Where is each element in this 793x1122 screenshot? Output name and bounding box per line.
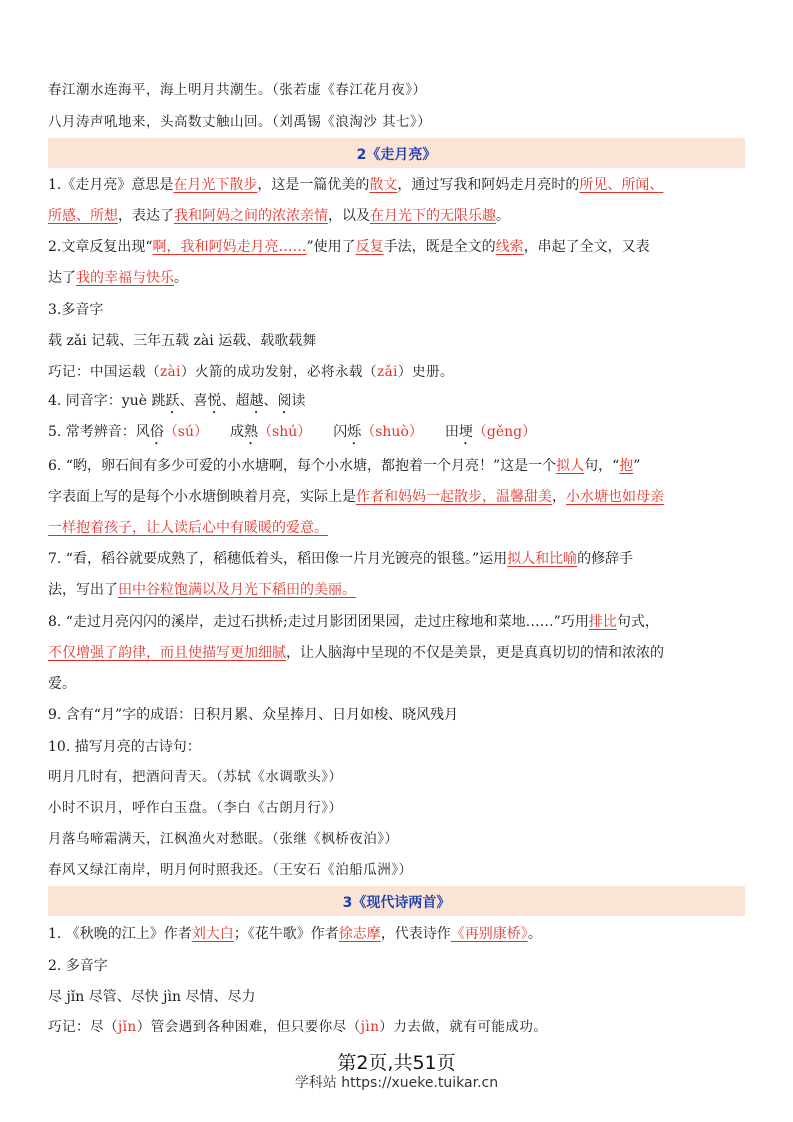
item-4-line: 4. 同音字：yuè 跳跃、喜悦、超越、阅读	[48, 393, 306, 409]
answer-text: 不仅增强了韵律，而且使描写更加细腻	[48, 645, 286, 661]
s3-item-2-line: 尽 jǐn 尽管、尽快 jìn 尽情、尽力	[48, 989, 256, 1005]
answer-text: 拟人和比喻	[507, 551, 578, 567]
poem-line: 八月涛声吼地来，头高数丈触山回。（刘禹锡《浪淘沙 其七》）	[48, 114, 432, 130]
item-10-title: 10. 描写月亮的古诗句：	[48, 739, 201, 755]
item-7-line-2: 法，写出了田中谷粒饱满以及月光下稻田的美丽。	[48, 582, 356, 598]
item-6-line-2: 字表面上写的是每个小水塘倒映着月亮，实际上是作者和妈妈一起散步，温馨甜美，小水塘也如母亲	[48, 489, 664, 505]
answer-text: 散文	[369, 177, 398, 193]
answer-text: 我和阿妈之间的浓浓亲情	[174, 208, 328, 224]
page-number: 第2页,共51页	[337, 1052, 456, 1074]
item-6-line-3	[48, 518, 328, 538]
item-6-line-1: 6. “哟，卵石间有多少可爱的小水塘啊，每个小水塘，都抱着一个月亮！”这是一个拟人句，“抱”	[48, 458, 641, 474]
answer-text: 线索	[495, 239, 524, 255]
s3-item-2-title: 2. 多音字	[48, 958, 108, 974]
answer-text: 反复	[355, 239, 384, 255]
item-2-line-2: 达了我的幸福与快乐。	[48, 270, 188, 286]
item-3-title: 3.多音字	[48, 302, 104, 318]
s3-item-1-line: 1. 《秋晚的江上》作者刘大白；《花牛歌》作者徐志摩，代表诗作《再别康桥》。	[48, 926, 542, 942]
site-watermark: 学科站 https://xueke.tuikar.cn	[294, 1075, 499, 1091]
answer-text: 所见、所闻、	[579, 177, 664, 193]
answer-text: 拟人	[556, 458, 585, 474]
answer-text: 小水塘也如母亲	[566, 489, 664, 505]
answer-text: 田中谷粒饱满以及月光下稻田的美丽。	[118, 582, 356, 598]
answer-text: 啊，我和阿妈走月亮……	[152, 239, 307, 255]
item-1-line-2: 所感、所想，表达了我和阿妈之间的浓浓亲情，以及在月光下的无限乐趣。	[48, 208, 510, 224]
poem-line: 春江潮水连海平，海上明月共潮生。（张若虚《春江花月夜》）	[48, 82, 427, 98]
answer-text: 徐志摩	[338, 926, 381, 942]
answer-text: 排比	[588, 614, 617, 630]
answer-text: 作者和妈妈一起散步，温馨甜美	[356, 489, 552, 505]
poem-line: 小时不识月，呼作白玉盘。（李白《古朗月行》）	[48, 800, 343, 816]
poem-line: 春风又绿江南岸，明月何时照我还。（王安石《泊船瓜洲》）	[48, 862, 413, 878]
item-8-line-2: 不仅增强了韵律，而且使描写更加细腻，让人脑海中呈现的不仅是美景，更是真真切切的情和浓浓的	[48, 645, 664, 661]
answer-text: 《再别康桥》	[450, 926, 528, 942]
item-3-tip: 巧记：中国运载（zài）火箭的成功发射，必将永载（zǎi）史册。	[48, 364, 454, 380]
item-9-line: 9. 含有“月”字的成语：日积月累、众星捧月、日月如梭、晓风残月	[48, 707, 459, 723]
section-header	[48, 886, 745, 916]
answer-text: 抱	[619, 458, 634, 474]
s3-item-2-tip: 巧记：尽（jǐn）管会遇到各种困难，但只要你尽（jìn）力去做，就有可能成功。	[48, 1019, 548, 1035]
answer-text: 在月光下的无限乐趣	[370, 208, 496, 224]
poem-line: 明月几时有，把酒问青天。（苏轼《水调歌头》）	[48, 769, 343, 785]
answer-text: 一样抱着孩子，让人读后心中有暖暖的爱意。	[48, 520, 328, 536]
answer-text: 所感、所想	[48, 208, 118, 224]
section-header	[48, 138, 745, 168]
item-2-line-1: 2.文章反复出现“啊，我和阿妈走月亮……”使用了反复手法，既是全文的线索，串起了全文，又表	[48, 239, 650, 255]
item-5-line: 5. 常考辨音：风俗（sú） 成熟（shú） 闪烁（shuò） 田埂（gěng）	[48, 424, 537, 440]
section-title: 2《走月亮》	[356, 147, 437, 163]
item-3-line: 载 zǎi 记载、三年五载 zài 运载、载歌载舞	[48, 333, 317, 349]
answer-text: 在月光下散步	[173, 177, 258, 193]
item-1-line-1: 1.《走月亮》意思是在月光下散步，这是一篇优美的散文，通过写我和阿妈走月亮时的所见、所闻、	[48, 177, 664, 193]
item-7-line-1: 7. “看，稻谷就要成熟了，稻穗低着头，稻田像一片月光镀亮的银毯。”运用拟人和比喻的修辞手	[48, 551, 634, 567]
section-title: 3《现代诗两首》	[342, 895, 451, 911]
poem-line: 月落乌啼霜满天，江枫渔火对愁眠。（张继《枫桥夜泊》）	[48, 831, 399, 847]
item-8-line-3: 爱。	[48, 676, 76, 692]
answer-text: 刘大白	[191, 926, 234, 942]
item-8-line-1: 8. “走过月亮闪闪的溪岸，走过石拱桥;走过月影团团果园，走过庄稼地和菜地……”巧用排比句式，	[48, 614, 659, 630]
answer-text: 我的幸福与快乐	[76, 270, 174, 286]
